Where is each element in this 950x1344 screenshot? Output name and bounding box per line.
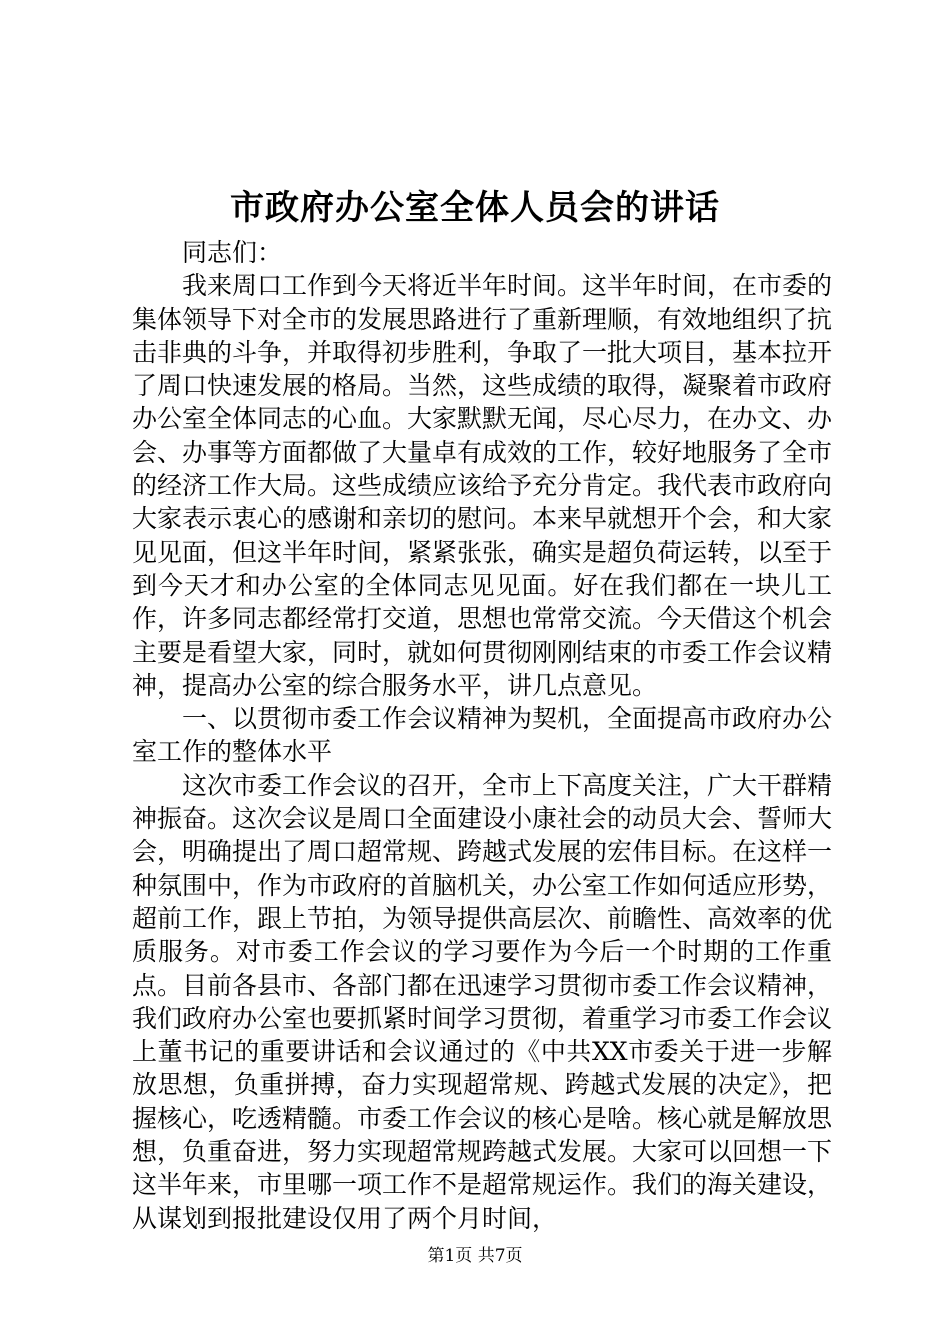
salutation: 同志们：: [182, 238, 283, 267]
page-footer: [0, 1245, 950, 1267]
document-title: 市政府办公室全体人员会的讲话: [230, 188, 720, 228]
paragraph-1: 我来周口工作到今天将近半年时间。这半年时间，在市委的集体领导下对全市的发展思路进行了重新理顺，有效地组织了抗击非典的斗争，并取得初步胜利，争取了一批大项目，基本拉开了周口快速发展的格局。当然，这些成绩的取得，凝聚着市政府办公室全体同志的心血。大家默默无闻，尽心尽力，在办文、办会、办事等方面都做了大量卓有成效的工作，较好地服务了全市的经济工作大局。这些成绩应该给予充分肯定。我代表市政府向大家表示衷心的感谢和亲切的慰问。本来早就想开个会，和大家见见面，但这半年时间，紧紧张张，确实是超负荷运转，以至于到今天才和办公室的全体同志见见面。好在我们都在一块儿工作，许多同志都经常打交道，思想也常常交流。今天借这个机会主要是看望大家，同时，就如何贯彻刚刚结束的市委工作会议精神，提高办公室的综合服务水平，讲几点意见。: [132, 271, 833, 700]
section-heading-1: 一、以贯彻市委工作会议精神为契机，全面提高市政府办公室工作的整体水平: [132, 704, 833, 767]
document-body: [132, 236, 832, 1235]
paragraph-2: 这次市委工作会议的召开，全市上下高度关注，广大干群精神振奋。这次会议是周口全面建设小康社会的动员大会、誓师大会，明确提出了周口超常规、跨越式发展的宏伟目标。在这样一种氛围中，作为市政府的首脑机关，办公室工作如何适应形势，超前工作，跟上节拍，为领导提供高层次、前瞻性、高效率的优质服务。对市委工作会议的学习要作为今后一个时期的工作重点。目前各县市、各部门都在迅速学习贯彻市委工作会议精神，我们政府办公室也要抓紧时间学习贯彻，着重学习市委工作会议上董书记的重要讲话和会议通过的《中共XX市委关于进一步解放思想，负重拼搏，奋力实现超常规、跨越式发展的决定》，把握核心，吃透精髓。市委工作会议的核心是啥。核心就是解放思想，负重奋进，努力实现超常规跨越式发展。大家可以回想一下这半年来，市里哪一项工作不是超常规运作。我们的海关建设，从谋划到报批建设仅用了两个月时间，: [132, 770, 833, 1233]
page-number: 第1页 共7页: [427, 1246, 523, 1266]
